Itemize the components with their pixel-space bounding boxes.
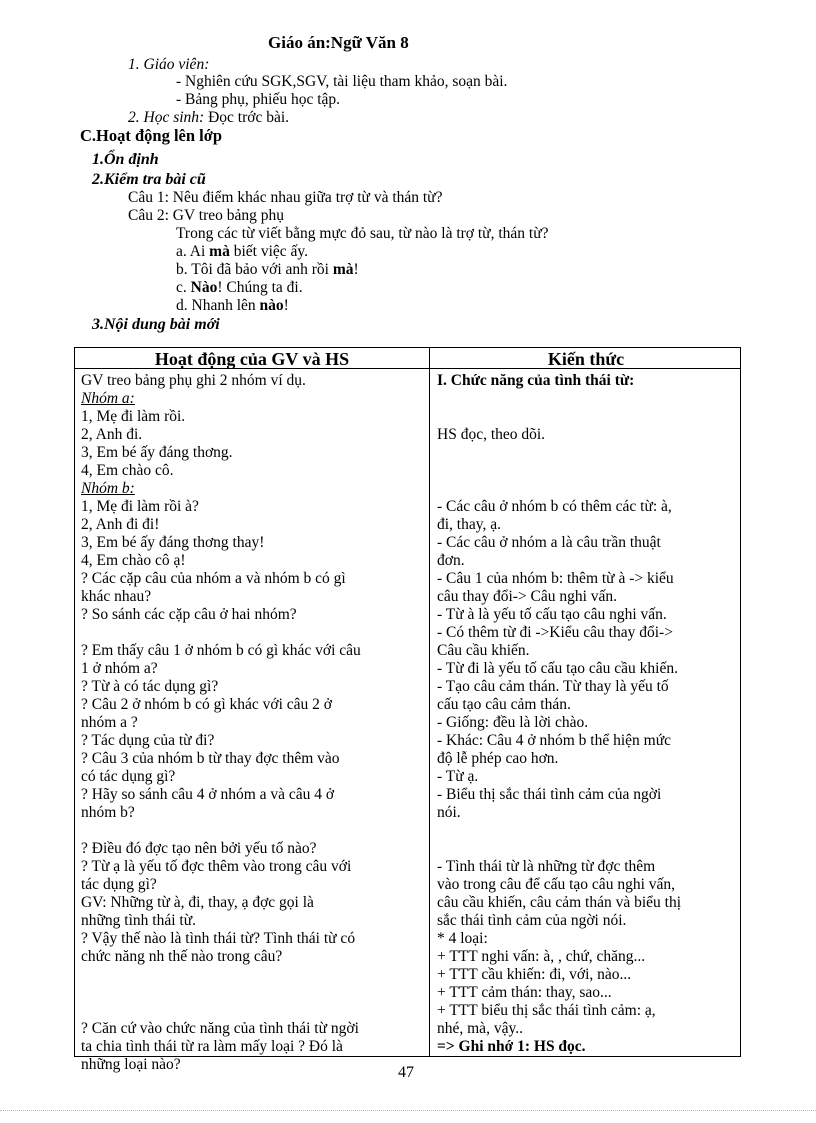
table-line: + TTT cầu khiến: đi, với, nào...	[437, 966, 632, 983]
item-text: c.	[176, 279, 191, 296]
table-line: đơn.	[437, 552, 465, 569]
table-line: ? Em thấy câu 1 ở nhóm b có gì khác với câu	[81, 642, 361, 659]
table-header-knowledge: Kiến thức	[547, 349, 625, 369]
review-item-d	[176, 297, 289, 315]
table-line	[81, 822, 425, 840]
table-line: câu thay đổi-> Câu nghi vấn.	[437, 588, 618, 605]
table-line: cấu tạo câu cảm thán.	[437, 696, 571, 713]
table-line: 3, Em bé ấy đáng thơng.	[81, 444, 233, 461]
table-line: 2, Anh đi đi!	[81, 516, 160, 533]
table-line: 1 ở nhóm a?	[81, 660, 158, 677]
table-line	[437, 822, 737, 840]
teacher-label: 1. Giáo viên:	[128, 56, 210, 73]
table-line: vào trong câu để cấu tạo câu nghi vấn,	[437, 876, 676, 893]
review-item-b	[176, 261, 359, 279]
table-line: 4, Em chào cô ạ!	[81, 552, 186, 569]
item-highlight: nào	[259, 297, 284, 314]
table-line: câu cầu khiến, câu cảm thán và biểu thị	[437, 894, 682, 911]
table-line	[81, 1002, 425, 1020]
table-line: nhóm b?	[81, 804, 135, 821]
table-line: ? Vậy thế nào là tình thái từ? Tình thái từ có	[81, 930, 356, 947]
item-highlight: Nào	[190, 279, 218, 296]
review-item-a	[176, 243, 308, 261]
step-2-heading: 2.Kiểm tra bài cũ	[92, 171, 206, 188]
table-line: Nhóm a:	[81, 390, 135, 407]
table-line: nhé, mà, vậy..	[437, 1020, 523, 1037]
table-line: Nhóm b:	[81, 480, 135, 497]
item-text: a. Ai	[176, 243, 210, 260]
table-line: nói.	[437, 804, 461, 821]
table-line: đi, thay, ạ.	[437, 516, 501, 533]
table-line: Câu cầu khiến.	[437, 642, 530, 659]
student-line	[128, 109, 289, 127]
item-highlight: mà	[332, 261, 354, 278]
item-text: !	[353, 261, 359, 278]
table-line: những tình thái từ.	[81, 912, 196, 929]
page-header-title: Giáo án:Ngữ Văn 8	[268, 33, 409, 52]
table-line: - Có thêm từ đi ->Kiểu câu thay đổi->	[437, 624, 673, 641]
table-line: + TTT biểu thị sắc thái tình cảm: ạ,	[437, 1002, 656, 1019]
item-highlight: mà	[209, 243, 230, 260]
table-line	[437, 444, 737, 462]
item-text: ! Chúng ta đi.	[217, 279, 303, 296]
page-number: 47	[398, 1064, 414, 1081]
item-text: b. Tôi đã bảo với anh rồi	[176, 261, 333, 278]
knowledge-column	[437, 372, 737, 1056]
table-line: 1, Mẹ đi làm rồi.	[81, 408, 186, 425]
table-line: ? Câu 3 của nhóm b từ thay đợc thêm vào	[81, 750, 340, 767]
table-line: GV treo bảng phụ ghi 2 nhóm ví dụ.	[81, 372, 306, 389]
review-question-2-prompt: Trong các từ viết bằng mực đỏ sau, từ nào là trợ từ, thán từ?	[176, 225, 549, 242]
item-text: biết việc ấy.	[229, 243, 309, 260]
table-line: - Các câu ở nhóm a là câu trần thuật	[437, 534, 661, 551]
table-line: - Từ à là yếu tố cấu tạo câu nghi vấn.	[437, 606, 667, 623]
review-question-2: Câu 2: GV treo bảng phụ	[128, 207, 284, 224]
table-line: I. Chức năng của tình thái từ:	[437, 372, 635, 389]
table-line: ? Tác dụng của từ đi?	[81, 732, 215, 749]
table-line: nhóm a ?	[81, 714, 138, 731]
table-line: ? Từ ạ là yếu tố đợc thêm vào trong câu với	[81, 858, 352, 875]
table-line: những loại nào?	[81, 1056, 181, 1073]
table-line: tác dụng gì?	[81, 876, 157, 893]
table-line: ? So sánh các cặp câu ở hai nhóm?	[81, 606, 297, 623]
table-line	[437, 840, 737, 858]
table-line: có tác dụng gì?	[81, 768, 176, 785]
table-line: - Giống: đều là lời chào.	[437, 714, 589, 731]
table-line: 2, Anh đi.	[81, 426, 143, 443]
table-line	[437, 462, 737, 480]
table-line	[81, 966, 425, 984]
table-line: - Các câu ở nhóm b có thêm các từ: à,	[437, 498, 672, 515]
table-line: - Khác: Câu 4 ở nhóm b thể hiện mức	[437, 732, 671, 749]
table-line	[437, 480, 737, 498]
table-line: chức năng nh thế nào trong câu?	[81, 948, 283, 965]
step-3-heading: 3.Nội dung bài mới	[92, 316, 220, 333]
teacher-item-1: - Nghiên cứu SGK,SGV, tài liệu tham khảo, soạn bài.	[176, 73, 508, 90]
item-text: !	[283, 297, 289, 314]
table-line: - Tình thái từ là những từ đợc thêm	[437, 858, 656, 875]
teacher-item-2: - Bảng phụ, phiếu học tập.	[176, 91, 341, 108]
table-line: - Biểu thị sắc thái tình cảm của ngời	[437, 786, 662, 803]
table-line: * 4 loại:	[437, 930, 488, 947]
table-line	[437, 390, 737, 408]
item-text: d. Nhanh lên	[176, 297, 260, 314]
review-question-1: Câu 1: Nêu điểm khác nhau giữa trợ từ và thán từ?	[128, 189, 443, 206]
table-line: ? Hãy so sánh câu 4 ở nhóm a và câu 4 ở	[81, 786, 335, 803]
table-line: => Ghi nhớ 1: HS đọc.	[437, 1038, 586, 1055]
table-line: ? Câu 2 ở nhóm b có gì khác với câu 2 ở	[81, 696, 333, 713]
table-line: 4, Em chào cô.	[81, 462, 174, 479]
footer-rule	[0, 1110, 816, 1111]
table-line: ta chia tình thái từ ra làm mấy loại ? Đó là	[81, 1038, 343, 1055]
table-line	[437, 408, 737, 426]
table-line: độ lễ phép cao hơn.	[437, 750, 559, 767]
table-line: ? Các cặp câu của nhóm a và nhóm b có gì	[81, 570, 346, 587]
review-item-c	[176, 279, 303, 297]
student-label: 2. Học sinh:	[128, 109, 205, 126]
table-line	[81, 624, 425, 642]
student-text: Đọc trớc bài.	[204, 109, 290, 126]
table-line: 1, Mẹ đi làm rồi à?	[81, 498, 199, 515]
table-line: + TTT cảm thán: thay, sao...	[437, 984, 612, 1001]
table-line	[81, 984, 425, 1002]
step-1-heading: 1.Ổn định	[92, 151, 159, 168]
table-line: ? Căn cứ vào chức năng của tình thái từ ngời	[81, 1020, 359, 1037]
table-line: + TTT nghi vấn: à, , chứ, chăng...	[437, 948, 646, 965]
activities-column	[81, 372, 425, 1074]
table-line: 3, Em bé ấy đáng thơng thay!	[81, 534, 265, 551]
section-c-heading: C.Hoạt động lên lớp	[80, 126, 223, 145]
table-line: khác nhau?	[81, 588, 152, 605]
table-line: - Từ đi là yếu tố cấu tạo câu cầu khiến.	[437, 660, 678, 677]
table-line: GV: Những từ à, đi, thay, ạ đợc gọi là	[81, 894, 314, 911]
column-divider	[429, 348, 430, 1056]
table-line: sắc thái tình cảm của ngời nói.	[437, 912, 627, 929]
table-line: ? Điều đó đợc tạo nên bởi yếu tố nào?	[81, 840, 317, 857]
table-line: - Tạo câu cảm thán. Từ thay là yếu tố	[437, 678, 669, 695]
table-line: HS đọc, theo dõi.	[437, 426, 546, 443]
table-line: - Câu 1 của nhóm b: thêm từ à -> kiểu	[437, 570, 674, 587]
table-header-activities: Hoạt động của GV và HS	[154, 349, 350, 369]
table-line: ? Từ à có tác dụng gì?	[81, 678, 219, 695]
table-line: - Từ ạ.	[437, 768, 479, 785]
